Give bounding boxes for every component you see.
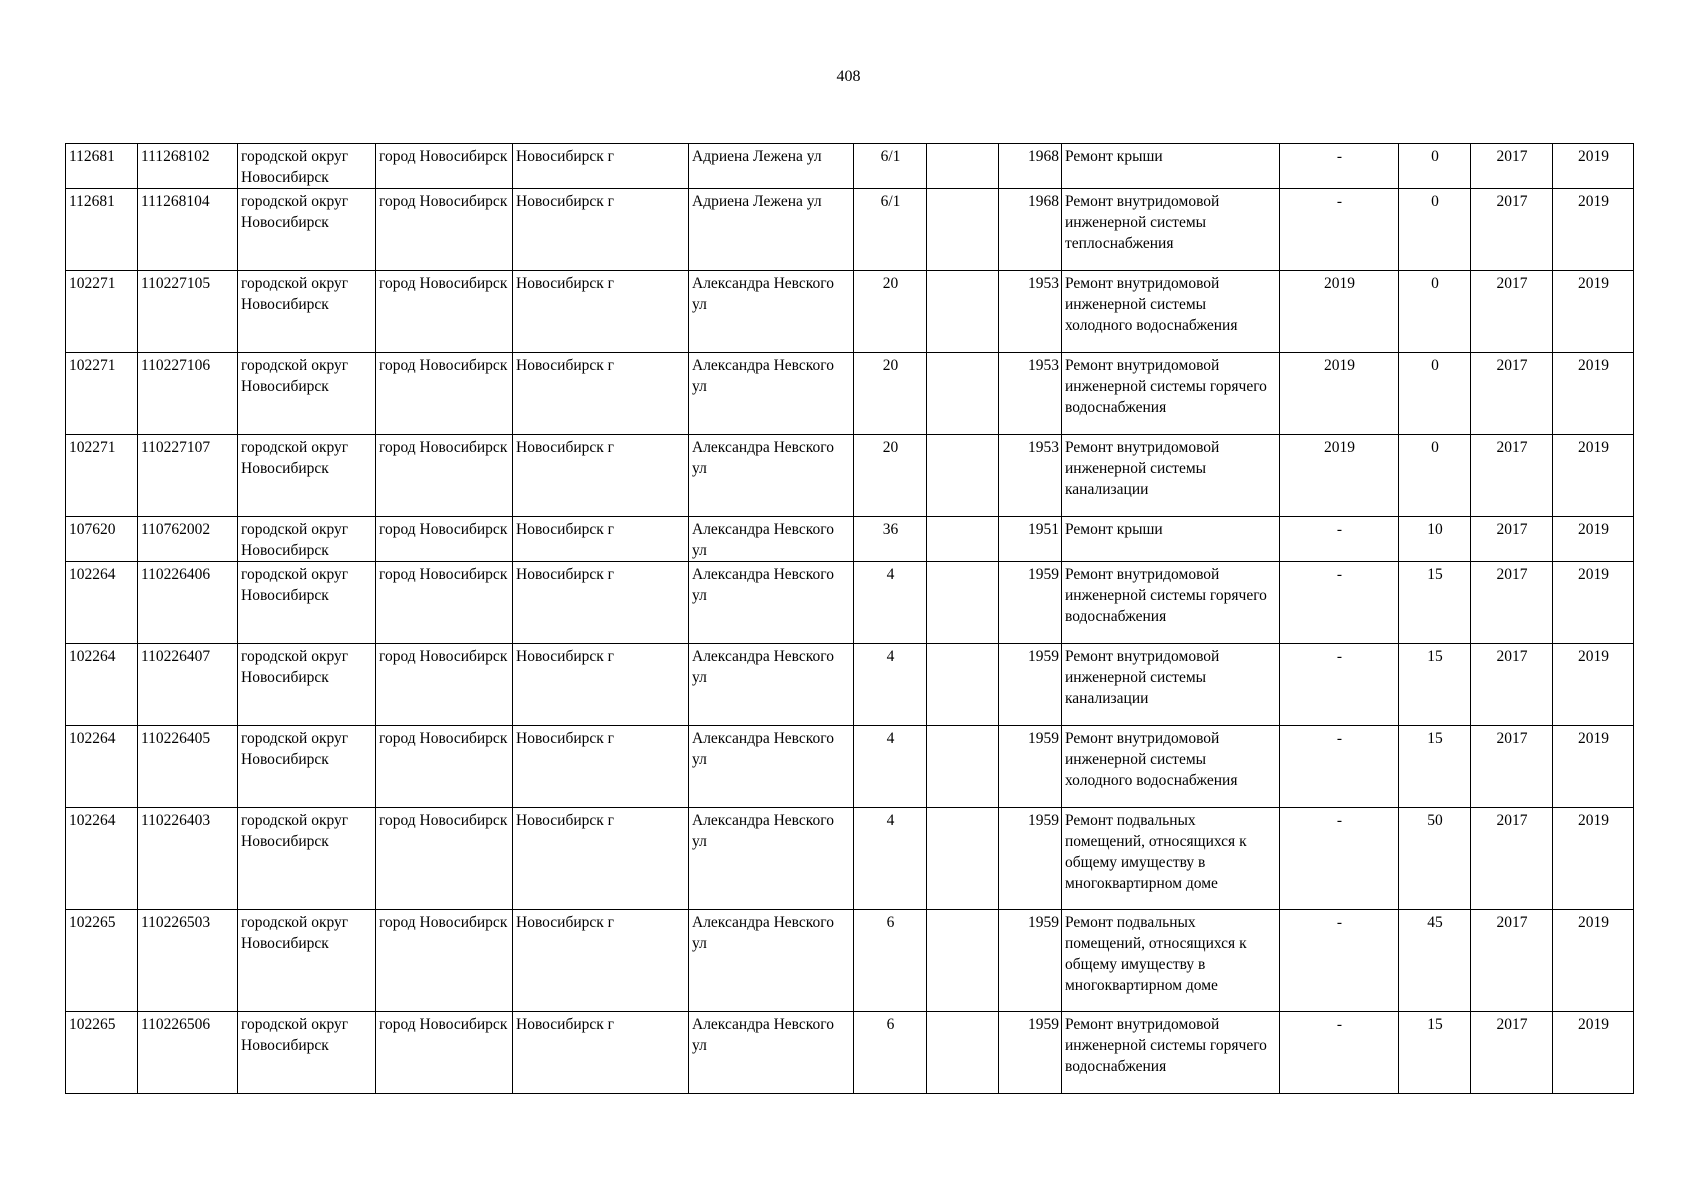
- cell-planned-year: -: [1280, 644, 1399, 726]
- cell-year-built: 1953: [999, 271, 1062, 353]
- cell-cost: 15: [1399, 562, 1471, 644]
- cell-planned-year: 2019: [1280, 353, 1399, 435]
- cell-building: [927, 726, 999, 808]
- cell-house-number: 4: [854, 562, 927, 644]
- cell-period-start: 2017: [1471, 644, 1553, 726]
- cell-cost: 15: [1399, 1012, 1471, 1094]
- cell-period-end: 2019: [1553, 562, 1634, 644]
- cell-planned-year: 2019: [1280, 435, 1399, 517]
- cell-cost: 50: [1399, 808, 1471, 910]
- cell-year-built: 1959: [999, 726, 1062, 808]
- cell-period-start: 2017: [1471, 808, 1553, 910]
- cell-period-start: 2017: [1471, 726, 1553, 808]
- cell-settlement: город Новосибирск: [376, 353, 513, 435]
- cell-street: Александра Невского ул: [689, 271, 854, 353]
- cell-street: Александра Невского ул: [689, 435, 854, 517]
- cell-cost: 0: [1399, 353, 1471, 435]
- cell-house-number: 4: [854, 808, 927, 910]
- cell-planned-year: -: [1280, 910, 1399, 1012]
- cell-street: Адриена Лежена ул: [689, 144, 854, 189]
- cell-period-end: 2019: [1553, 808, 1634, 910]
- cell-year-built: 1959: [999, 562, 1062, 644]
- cell-city: Новосибирск г: [513, 144, 689, 189]
- cell-cost: 10: [1399, 517, 1471, 562]
- cell-work-id: 110226405: [138, 726, 238, 808]
- cell-municipality: городской округ Новосибирск: [238, 910, 376, 1012]
- cell-work-id: 110227105: [138, 271, 238, 353]
- cell-city: Новосибирск г: [513, 644, 689, 726]
- cell-municipality: городской округ Новосибирск: [238, 644, 376, 726]
- cell-building: [927, 144, 999, 189]
- cell-street: Александра Невского ул: [689, 517, 854, 562]
- table-row: [66, 271, 1634, 353]
- cell-municipality: городской округ Новосибирск: [238, 435, 376, 517]
- cell-period-start: 2017: [1471, 562, 1553, 644]
- cell-city: Новосибирск г: [513, 271, 689, 353]
- cell-work-type: Ремонт подвальных помещений, относящихся к общему имуществу в многоквартирном доме: [1062, 910, 1280, 1012]
- table-row: [66, 726, 1634, 808]
- table-row: [66, 353, 1634, 435]
- cell-work-type: Ремонт внутридомовой инженерной системы горячего водоснабжения: [1062, 562, 1280, 644]
- cell-settlement: город Новосибирск: [376, 726, 513, 808]
- table-row: [66, 517, 1634, 562]
- cell-municipality: городской округ Новосибирск: [238, 808, 376, 910]
- cell-planned-year: 2019: [1280, 271, 1399, 353]
- cell-settlement: город Новосибирск: [376, 144, 513, 189]
- cell-work-type: Ремонт внутридомовой инженерной системы холодного водоснабжения: [1062, 726, 1280, 808]
- table-row: [66, 1012, 1634, 1094]
- table-row: [66, 910, 1634, 1012]
- cell-street: Александра Невского ул: [689, 1012, 854, 1094]
- cell-period-end: 2019: [1553, 435, 1634, 517]
- cell-city: Новосибирск г: [513, 189, 689, 271]
- cell-city: Новосибирск г: [513, 517, 689, 562]
- table-row: [66, 144, 1634, 189]
- cell-building: [927, 1012, 999, 1094]
- cell-planned-year: -: [1280, 517, 1399, 562]
- cell-period-start: 2017: [1471, 910, 1553, 1012]
- cell-street: Александра Невского ул: [689, 808, 854, 910]
- cell-house-id: 102264: [66, 644, 138, 726]
- cell-cost: 0: [1399, 435, 1471, 517]
- cell-work-type: Ремонт подвальных помещений, относящихся к общему имуществу в многоквартирном доме: [1062, 808, 1280, 910]
- cell-settlement: город Новосибирск: [376, 808, 513, 910]
- cell-building: [927, 271, 999, 353]
- cell-work-id: 111268104: [138, 189, 238, 271]
- cell-house-number: 4: [854, 726, 927, 808]
- cell-building: [927, 644, 999, 726]
- cell-city: Новосибирск г: [513, 435, 689, 517]
- cell-house-id: 102271: [66, 435, 138, 517]
- cell-work-id: 110227107: [138, 435, 238, 517]
- cell-house-id: 102264: [66, 808, 138, 910]
- cell-work-id: 110226403: [138, 808, 238, 910]
- cell-city: Новосибирск г: [513, 562, 689, 644]
- cell-planned-year: -: [1280, 1012, 1399, 1094]
- cell-building: [927, 808, 999, 910]
- cell-municipality: городской округ Новосибирск: [238, 517, 376, 562]
- cell-city: Новосибирск г: [513, 1012, 689, 1094]
- table-row: [66, 435, 1634, 517]
- cell-year-built: 1968: [999, 189, 1062, 271]
- cell-year-built: 1953: [999, 435, 1062, 517]
- cell-building: [927, 517, 999, 562]
- cell-settlement: город Новосибирск: [376, 644, 513, 726]
- cell-city: Новосибирск г: [513, 910, 689, 1012]
- cell-street: Александра Невского ул: [689, 644, 854, 726]
- cell-period-start: 2017: [1471, 144, 1553, 189]
- cell-work-type: Ремонт крыши: [1062, 144, 1280, 189]
- cell-municipality: городской округ Новосибирск: [238, 144, 376, 189]
- cell-house-id: 112681: [66, 144, 138, 189]
- cell-work-type: Ремонт внутридомовой инженерной системы холодного водоснабжения: [1062, 271, 1280, 353]
- cell-work-type: Ремонт внутридомовой инженерной системы горячего водоснабжения: [1062, 1012, 1280, 1094]
- cell-house-number: 36: [854, 517, 927, 562]
- cell-cost: 0: [1399, 144, 1471, 189]
- cell-period-start: 2017: [1471, 435, 1553, 517]
- cell-house-number: 6/1: [854, 189, 927, 271]
- table-row: [66, 644, 1634, 726]
- cell-work-id: 110226407: [138, 644, 238, 726]
- cell-year-built: 1959: [999, 1012, 1062, 1094]
- cell-settlement: город Новосибирск: [376, 517, 513, 562]
- cell-settlement: город Новосибирск: [376, 271, 513, 353]
- cell-cost: 0: [1399, 271, 1471, 353]
- cell-house-number: 20: [854, 271, 927, 353]
- cell-street: Александра Невского ул: [689, 910, 854, 1012]
- table-row: [66, 808, 1634, 910]
- cell-city: Новосибирск г: [513, 353, 689, 435]
- cell-year-built: 1951: [999, 517, 1062, 562]
- cell-work-type: Ремонт внутридомовой инженерной системы канализации: [1062, 435, 1280, 517]
- cell-house-id: 102265: [66, 1012, 138, 1094]
- cell-period-start: 2017: [1471, 1012, 1553, 1094]
- cell-work-id: 110226506: [138, 1012, 238, 1094]
- cell-year-built: 1959: [999, 910, 1062, 1012]
- cell-planned-year: -: [1280, 189, 1399, 271]
- cell-planned-year: -: [1280, 144, 1399, 189]
- cell-municipality: городской округ Новосибирск: [238, 726, 376, 808]
- table-row: [66, 562, 1634, 644]
- cell-period-end: 2019: [1553, 353, 1634, 435]
- cell-street: Александра Невского ул: [689, 353, 854, 435]
- cell-house-number: 6: [854, 910, 927, 1012]
- cell-building: [927, 562, 999, 644]
- cell-work-type: Ремонт внутридомовой инженерной системы теплоснабжения: [1062, 189, 1280, 271]
- cell-house-id: 102271: [66, 271, 138, 353]
- cell-municipality: городской округ Новосибирск: [238, 1012, 376, 1094]
- cell-house-number: 20: [854, 435, 927, 517]
- cell-street: Александра Невского ул: [689, 562, 854, 644]
- cell-period-end: 2019: [1553, 517, 1634, 562]
- cell-municipality: городской округ Новосибирск: [238, 189, 376, 271]
- cell-building: [927, 353, 999, 435]
- repair-registry-table: [65, 143, 1634, 1094]
- cell-street: Адриена Лежена ул: [689, 189, 854, 271]
- cell-building: [927, 435, 999, 517]
- cell-work-type: Ремонт внутридомовой инженерной системы канализации: [1062, 644, 1280, 726]
- cell-house-id: 102265: [66, 910, 138, 1012]
- cell-work-id: 110226406: [138, 562, 238, 644]
- cell-period-end: 2019: [1553, 726, 1634, 808]
- cell-planned-year: -: [1280, 808, 1399, 910]
- cell-street: Александра Невского ул: [689, 726, 854, 808]
- cell-planned-year: -: [1280, 562, 1399, 644]
- cell-house-id: 102271: [66, 353, 138, 435]
- cell-settlement: город Новосибирск: [376, 562, 513, 644]
- cell-period-end: 2019: [1553, 910, 1634, 1012]
- cell-year-built: 1959: [999, 644, 1062, 726]
- cell-period-end: 2019: [1553, 1012, 1634, 1094]
- cell-period-end: 2019: [1553, 271, 1634, 353]
- cell-house-number: 20: [854, 353, 927, 435]
- cell-period-end: 2019: [1553, 189, 1634, 271]
- cell-work-id: 110227106: [138, 353, 238, 435]
- page-number: 408: [836, 68, 861, 85]
- cell-settlement: город Новосибирск: [376, 435, 513, 517]
- cell-city: Новосибирск г: [513, 808, 689, 910]
- cell-city: Новосибирск г: [513, 726, 689, 808]
- cell-period-start: 2017: [1471, 353, 1553, 435]
- cell-building: [927, 910, 999, 1012]
- cell-period-start: 2017: [1471, 517, 1553, 562]
- cell-cost: 15: [1399, 644, 1471, 726]
- cell-work-id: 110762002: [138, 517, 238, 562]
- cell-cost: 45: [1399, 910, 1471, 1012]
- cell-cost: 0: [1399, 189, 1471, 271]
- cell-period-end: 2019: [1553, 644, 1634, 726]
- cell-settlement: город Новосибирск: [376, 189, 513, 271]
- cell-cost: 15: [1399, 726, 1471, 808]
- cell-house-id: 102264: [66, 726, 138, 808]
- cell-planned-year: -: [1280, 726, 1399, 808]
- cell-house-number: 6: [854, 1012, 927, 1094]
- cell-work-type: Ремонт крыши: [1062, 517, 1280, 562]
- table-row: [66, 189, 1634, 271]
- cell-year-built: 1953: [999, 353, 1062, 435]
- cell-settlement: город Новосибирск: [376, 1012, 513, 1094]
- cell-building: [927, 189, 999, 271]
- cell-year-built: 1968: [999, 144, 1062, 189]
- cell-municipality: городской округ Новосибирск: [238, 562, 376, 644]
- cell-period-start: 2017: [1471, 271, 1553, 353]
- cell-municipality: городской округ Новосибирск: [238, 271, 376, 353]
- cell-house-id: 112681: [66, 189, 138, 271]
- cell-work-id: 110226503: [138, 910, 238, 1012]
- cell-house-id: 107620: [66, 517, 138, 562]
- cell-house-number: 6/1: [854, 144, 927, 189]
- cell-work-id: 111268102: [138, 144, 238, 189]
- cell-work-type: Ремонт внутридомовой инженерной системы горячего водоснабжения: [1062, 353, 1280, 435]
- cell-period-start: 2017: [1471, 189, 1553, 271]
- cell-house-number: 4: [854, 644, 927, 726]
- cell-house-id: 102264: [66, 562, 138, 644]
- cell-settlement: город Новосибирск: [376, 910, 513, 1012]
- cell-municipality: городской округ Новосибирск: [238, 353, 376, 435]
- cell-year-built: 1959: [999, 808, 1062, 910]
- cell-period-end: 2019: [1553, 144, 1634, 189]
